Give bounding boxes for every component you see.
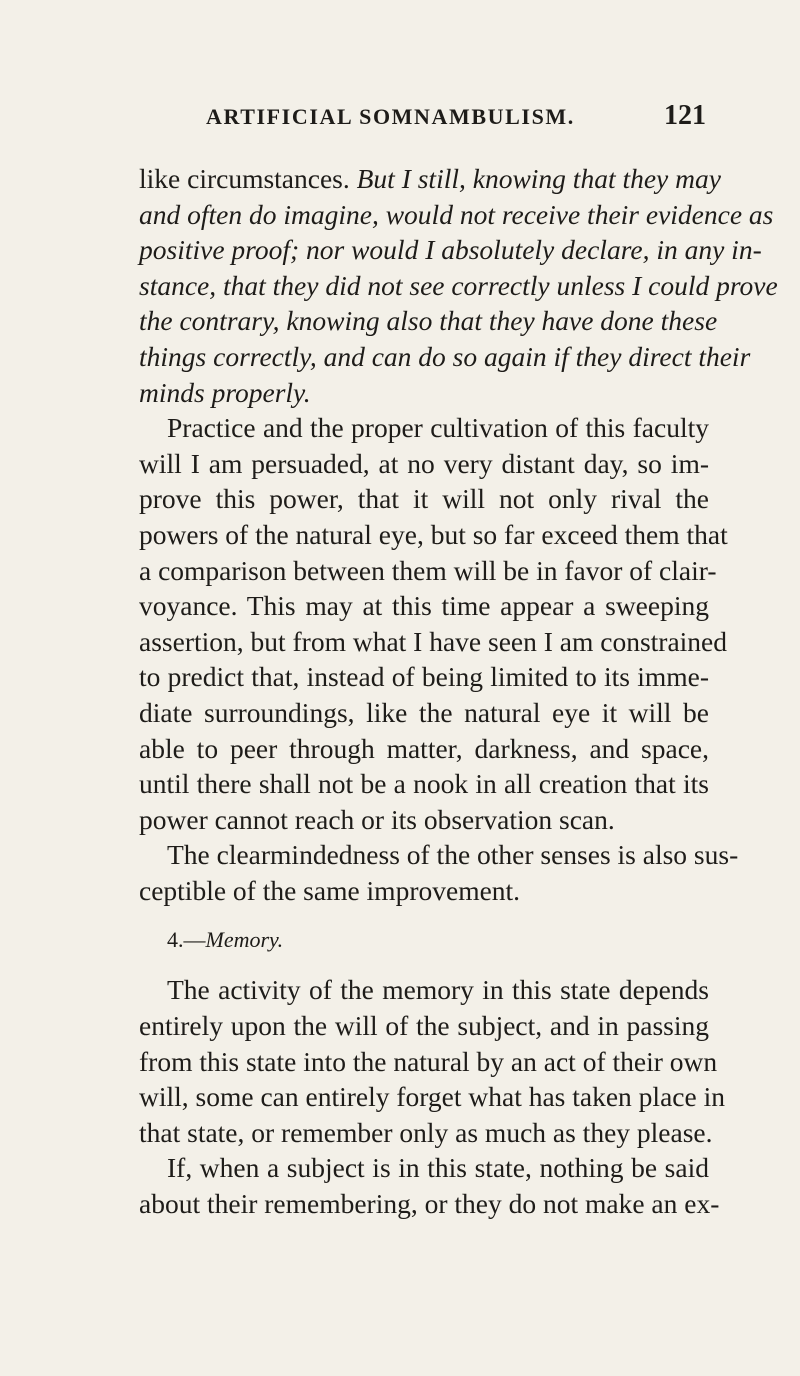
text-line: positive proof; nor would I absolutely declare, in any in- — [139, 234, 762, 266]
text-line: Practice and the proper cultivation of this faculty — [167, 412, 709, 444]
text-line: voyance. This may at this time appear a sweeping — [139, 590, 709, 622]
section-number: 4.— — [167, 927, 206, 953]
text-line: diate surroundings, like the natural eye it will be — [139, 696, 709, 728]
text-line: and often do imagine, would not receive their evidence as — [139, 198, 774, 230]
paragraph — [139, 972, 725, 1150]
page-number: 121 — [664, 100, 706, 131]
page-header — [206, 100, 706, 140]
text-line: the contrary, knowing also that they have done these — [139, 305, 718, 337]
section-title: Memory. — [205, 927, 284, 953]
text-line: like circumstances. But I still, knowing that they may — [139, 163, 721, 194]
text-line: from this state into the natural by an act of their own — [139, 1045, 718, 1077]
text-line: stance, that they did not see correctly unless I could prove — [139, 269, 778, 301]
text-line: will, some can entirely forget what has taken place in — [139, 1081, 725, 1113]
running-head: ARTIFICIAL SOMNAMBULISM. — [206, 104, 575, 129]
text-line: minds properly. — [139, 376, 311, 408]
text-line: The activity of the memory in this state depends — [167, 974, 709, 1006]
text-line: able to peer through matter, darkness, and space, — [139, 732, 709, 764]
paragraph — [139, 837, 739, 908]
paragraph — [139, 410, 728, 837]
section-heading — [139, 908, 709, 966]
text-line: The clearmindedness of the other senses is also sus- — [167, 839, 739, 871]
paragraph — [139, 161, 778, 410]
text-line: a comparison between them will be in favor of clair- — [139, 554, 717, 586]
text-line: If, when a subject is in this state, nothing be said — [167, 1152, 709, 1184]
text-line: will I am persuaded, at no very distant day, so im- — [139, 447, 709, 479]
text-line: until there shall not be a nook in all creation that its — [139, 768, 709, 800]
text-line: about their remembering, or they do not make an ex- — [139, 1188, 720, 1220]
text-line: to predict that, instead of being limited to its imme- — [139, 661, 709, 693]
paragraph — [139, 1150, 720, 1221]
text-line: assertion, but from what I have seen I am constrained — [139, 625, 728, 657]
text-line: powers of the natural eye, but so far exceed them that — [139, 518, 728, 550]
text-line: things correctly, and can do so again if they direct their — [139, 340, 751, 372]
text-line: power cannot reach or its observation scan. — [139, 803, 615, 835]
text-line: that state, or remember only as much as they please. — [139, 1116, 713, 1148]
body-text — [139, 161, 778, 1222]
text-line: entirely upon the will of the subject, and in passing — [139, 1010, 709, 1042]
text-line: prove this power, that it will not only rival the — [139, 483, 709, 515]
text-line: ceptible of the same improvement. — [139, 874, 521, 906]
